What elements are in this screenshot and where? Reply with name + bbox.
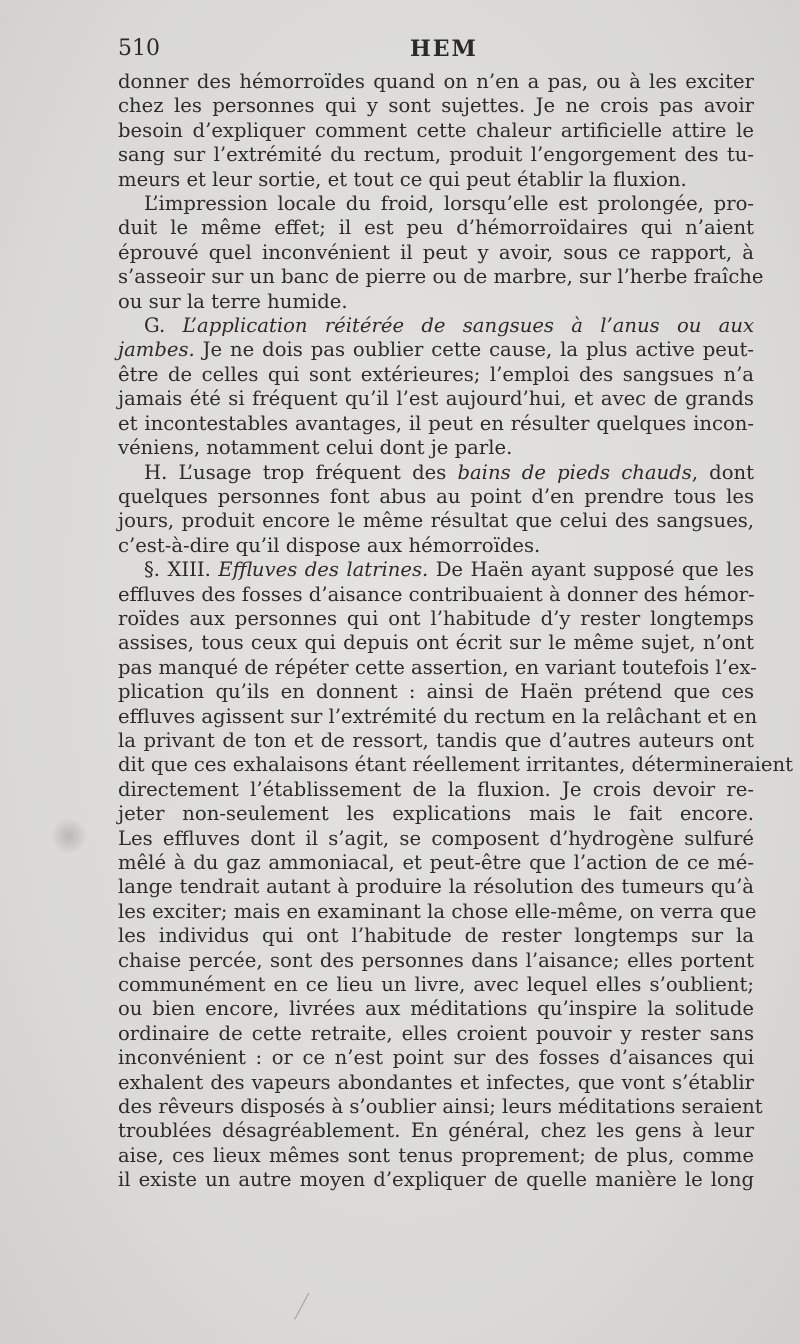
text-line: lange tendrait autant à produire la résolution des tumeurs qu’à [118,875,754,899]
text-line: la privant de ton et de ressort, tandis que d’autres auteurs ont [118,728,754,752]
text-line: exhalent des vapeurs abondantes et infectes, que vont s’établir [118,1070,754,1094]
text-line: H. L’usage trop fréquent des bains de pieds chauds, dont [144,460,754,484]
text-line: L’impression locale du froid, lorsqu’elle est prolongée, pro- [144,192,754,216]
text-line: Les effluves dont il s’agit, se composent d’hydrogène sulfuré [118,826,754,850]
text-line: inconvénient : or ce n’est point sur des fosses d’aisances qui [118,1046,754,1070]
text-line: directement l’établissement de la fluxion. Je crois devoir re- [118,777,754,801]
text-line: communément en ce lieu un livre, avec lequel elles s’oublient; [118,973,754,997]
text-line: aise, ces lieux mêmes sont tenus proprement; de plus, comme [118,1143,754,1167]
text-line: jours, produit encore le même résultat que celui des sangsues, [118,509,754,533]
running-head: HEM [410,36,478,62]
text-line: chez les personnes qui y sont sujettes. Je ne crois pas avoir [118,94,754,118]
text-line: il existe un autre moyen d’expliquer de quelle manière le long [118,1168,754,1192]
text-line: chaise percée, sont des personnes dans l’aisance; elles portent [118,948,754,972]
text-line: véniens, notamment celui dont je parle. [118,436,513,460]
text-line: troublées désagréablement. En général, chez les gens à leur [118,1119,754,1143]
text-line: jamais été si fréquent qu’il l’est aujourd’hui, et avec de grands [118,387,754,411]
text-line: ordinaire de cette retraite, elles croient pouvoir y rester sans [118,1021,754,1045]
text-line: les individus qui ont l’habitude de rester longtemps sur la [118,924,754,948]
text-line: G. L’application réitérée de sangsues à l’anus ou aux [144,314,754,338]
text-line: duit le même effet; il est peu d’hémorroïdaires qui n’aient [118,216,754,240]
text-line: §. XIII. Effluves des latrines. De Haën ayant supposé que les [144,558,754,582]
text-line: effluves agissent sur l’extrémité du rectum en la relâchant et en [118,704,758,728]
text-line: ou sur la terre humide. [118,289,348,313]
text-line: dit que ces exhalaisons étant réellement irritantes, détermineraient [118,753,793,777]
text-line: jambes. Je ne dois pas oublier cette cause, la plus active peut- [118,338,754,362]
text-line: quelques personnes font abus au point d’en prendre tous les [118,484,754,508]
text-line: besoin d’expliquer comment cette chaleur artificielle attire le [118,118,754,142]
text-line: les exciter; mais en examinant la chose elle-même, on verra que [118,899,757,923]
text-line: meurs et leur sortie, et tout ce qui peut établir la fluxion. [118,167,687,191]
page-smudge [52,816,86,856]
text-line: jeter non-seulement les explications mais le fait encore. [118,802,754,826]
text-line: et incontestables avantages, il peut en résulter quelques incon- [118,411,754,435]
text-line: roïdes aux personnes qui ont l’habitude d’y rester longtemps [118,606,754,630]
text-line: plication qu’ils en donnent : ainsi de Haën prétend que ces [118,680,754,704]
text-line: ou bien encore, livrées aux méditations qu’inspire la solitude [118,997,754,1021]
text-line: être de celles qui sont extérieures; l’emploi des sangsues n’a [118,362,754,386]
text-line: s’asseoir sur un banc de pierre ou de marbre, sur l’herbe fraîche [118,265,764,289]
page-header [118,36,754,66]
text-line: des rêveurs disposés à s’oublier ainsi; leurs méditations seraient [118,1095,763,1119]
page-number: 510 [118,36,160,61]
text-line: mêlé à du gaz ammoniacal, et peut-être que l’action de ce mé- [118,851,754,874]
text-line: c’est-à-dire qu’il dispose aux hémorroïdes. [118,533,541,557]
page-scratch [294,1293,327,1329]
text-line: effluves des fosses d’aisance contribuaient à donner des hémor- [118,582,755,606]
text-line: éprouvé quel inconvénient il peut y avoir, sous ce rapport, à [118,240,754,264]
text-line: sang sur l’extrémité du rectum, produit l’engorgement des tu- [118,143,754,167]
text-line: pas manqué de répéter cette assertion, en variant toutefois l’ex- [118,655,757,679]
text-line: assises, tous ceux qui depuis ont écrit sur le même sujet, n’ont [118,631,754,655]
text-line: donner des hémorroïdes quand on n’en a pas, ou à les exciter [118,70,754,93]
body-text [118,70,793,1193]
